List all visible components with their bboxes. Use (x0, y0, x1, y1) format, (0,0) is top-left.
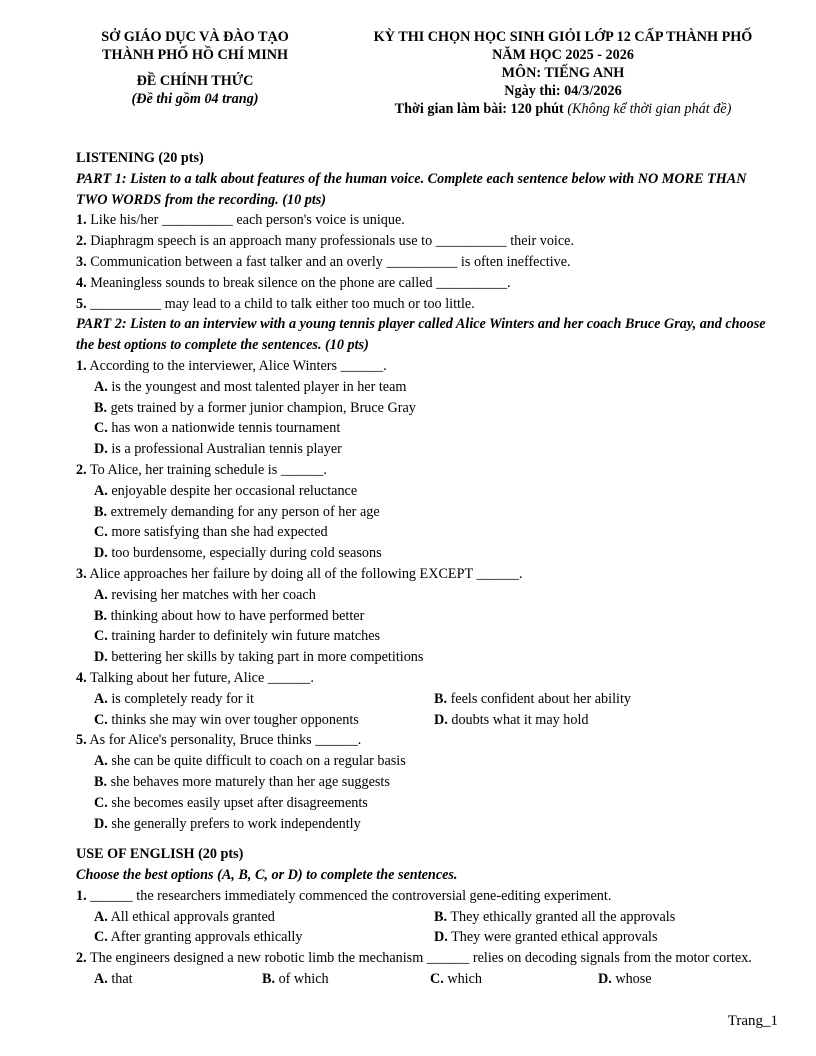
school-year: NĂM HỌC 2025 - 2026 (492, 47, 634, 63)
option-text: All ethical approvals granted (110, 908, 275, 925)
time-label: Thời gian làm bài: 120 phút (394, 101, 564, 117)
option-letter: D. (94, 815, 108, 832)
option-text: more satisfying than she had expected (111, 524, 328, 541)
option-text: she becomes easily upset after disagreements (111, 794, 368, 811)
answer-option (76, 793, 766, 814)
option-letter: A. (94, 971, 108, 988)
option-letter: B. (434, 690, 448, 707)
answer-option (76, 418, 766, 439)
option-row (76, 689, 766, 710)
option-text: After granting approvals ethically (110, 929, 303, 946)
question-number: 5. (76, 732, 87, 749)
option-text: whose (615, 971, 652, 988)
option-letter: D. (434, 929, 448, 946)
listening-title: LISTENING (20 pts) (76, 150, 204, 166)
answer-option (76, 647, 766, 668)
question-text: According to the interviewer, Alice Winters ______. (89, 357, 387, 374)
answer-option (76, 772, 766, 793)
header-left (60, 28, 330, 108)
option-text: which (447, 971, 483, 988)
answer-option (434, 907, 675, 928)
option-row (76, 927, 766, 948)
answer-option (76, 543, 766, 564)
question-text: Like his/her __________ each person's voice is unique. (90, 212, 405, 229)
option-letter: C. (94, 711, 108, 728)
time-limit (330, 100, 796, 118)
subject: MÔN: TIẾNG ANH (501, 65, 625, 81)
question-text: Meaningless sounds to break silence on the phone are called __________. (90, 274, 511, 291)
answer-option (76, 502, 766, 523)
exam-header (0, 28, 816, 128)
list-item (76, 252, 766, 273)
answer-option (76, 585, 766, 606)
option-letter: C. (94, 628, 108, 645)
option-letter: D. (94, 649, 108, 666)
answer-option (94, 907, 434, 928)
part2-instruction: PART 2: Listen to an interview with a young tennis player called Alice Winters and her coach Bruce Gray, and choose the best options to complete the sentences. (10 pts) (76, 316, 766, 354)
answer-option (76, 398, 766, 419)
answer-option (94, 689, 434, 710)
page-number: Trang_1 (727, 1013, 778, 1029)
option-text: enjoyable despite her occasional reluctance (111, 482, 358, 499)
option-letter: B. (94, 503, 108, 520)
option-letter: D. (94, 441, 108, 458)
option-text: They were granted ethical approvals (451, 929, 658, 946)
answer-option (94, 710, 434, 731)
question-text: Talking about her future, Alice ______. (89, 669, 314, 686)
answer-option (76, 377, 766, 398)
option-letter: A. (94, 378, 108, 395)
question-number: 3. (76, 565, 87, 582)
answer-option (434, 710, 588, 731)
question-text: ______ the researchers immediately commenced the controversial gene-editing experiment. (90, 887, 612, 904)
option-letter: D. (434, 711, 448, 728)
question-stem (76, 668, 766, 689)
part1-instruction: PART 1: Listen to a talk about features of the human voice. Complete each sentence below with NO MORE THAN TWO WORDS from the recording. (10 pts) (76, 170, 747, 208)
answer-option (598, 969, 766, 990)
answer-option (76, 626, 766, 647)
option-text: has won a nationwide tennis tournament (111, 420, 341, 437)
department-name: SỞ GIÁO DỤC VÀ ĐÀO TẠO (101, 29, 289, 45)
exam-content (76, 148, 766, 990)
option-text: training harder to definitely win future matches (111, 628, 381, 645)
option-row (76, 710, 766, 731)
question-stem (76, 730, 766, 751)
option-text: she behaves more maturely than her age suggests (110, 773, 390, 790)
option-text: doubts what it may hold (451, 711, 589, 728)
list-item (76, 210, 766, 231)
question-number: 2. (76, 233, 87, 250)
use-of-english-instruction: Choose the best options (A, B, C, or D) to complete the sentences. (76, 867, 458, 884)
exam-date: Ngày thi: 04/3/2026 (504, 83, 622, 99)
answer-option (434, 689, 631, 710)
question-text: The engineers designed a new robotic limb the mechanism ______ relies on decoding signals from the motor cortex. (89, 950, 752, 967)
option-text: gets trained by a former junior champion, Bruce Gray (110, 399, 416, 416)
option-text: They ethically granted all the approvals (450, 908, 676, 925)
option-text: revising her matches with her coach (111, 586, 316, 603)
answer-option (94, 927, 434, 948)
option-row (76, 969, 766, 990)
option-text: that (111, 971, 133, 988)
question-number: 4. (76, 669, 87, 686)
question-text: Communication between a fast talker and an overly __________ is often ineffective. (90, 253, 571, 270)
question-number: 3. (76, 253, 87, 270)
option-text: she can be quite difficult to coach on a regular basis (111, 753, 406, 770)
list-item (76, 231, 766, 252)
option-row (76, 907, 766, 928)
question-stem (76, 886, 766, 907)
option-text: is a professional Australian tennis player (111, 441, 342, 458)
option-letter: B. (434, 908, 448, 925)
question-number: 1. (76, 357, 87, 374)
option-letter: B. (262, 971, 276, 988)
option-letter: C. (94, 420, 108, 437)
option-letter: D. (598, 971, 612, 988)
answer-option (76, 751, 766, 772)
answer-option (76, 481, 766, 502)
question-number: 2. (76, 461, 87, 478)
option-text: thinking about how to have performed better (110, 607, 365, 624)
answer-option (76, 439, 766, 460)
question-text: __________ may lead to a child to talk either too much or too little. (90, 295, 475, 312)
header-right (330, 28, 796, 118)
question-stem (76, 460, 766, 481)
option-text: of which (278, 971, 329, 988)
option-text: too burdensome, especially during cold seasons (111, 545, 382, 562)
exam-title: KỲ THI CHỌN HỌC SINH GIỎI LỚP 12 CẤP THÀNH PHỐ (373, 29, 753, 45)
option-letter: C. (430, 971, 444, 988)
question-stem (76, 948, 766, 969)
answer-option (76, 606, 766, 627)
option-letter: B. (94, 773, 108, 790)
answer-option (76, 814, 766, 835)
question-stem (76, 564, 766, 585)
option-letter: B. (94, 399, 108, 416)
option-text: she generally prefers to work independently (111, 815, 361, 832)
option-letter: A. (94, 908, 108, 925)
question-text: Alice approaches her failure by doing all of the following EXCEPT ______. (89, 565, 523, 582)
option-text: extremely demanding for any person of her age (110, 503, 380, 520)
answer-option (262, 969, 430, 990)
option-letter: B. (94, 607, 108, 624)
option-text: is the youngest and most talented player in her team (111, 378, 407, 395)
question-stem (76, 356, 766, 377)
city-name: THÀNH PHỐ HỒ CHÍ MINH (101, 47, 289, 63)
option-text: thinks she may win over tougher opponents (111, 711, 359, 728)
option-text: bettering her skills by taking part in more competitions (111, 649, 424, 666)
option-text: is completely ready for it (111, 690, 254, 707)
option-letter: A. (94, 753, 108, 770)
answer-option (94, 969, 262, 990)
option-letter: C. (94, 794, 108, 811)
answer-option (430, 969, 598, 990)
option-letter: A. (94, 586, 108, 603)
list-item (76, 273, 766, 294)
question-text: As for Alice's personality, Bruce thinks ______. (89, 732, 362, 749)
option-letter: A. (94, 690, 108, 707)
option-letter: A. (94, 482, 108, 499)
option-text: feels confident about her ability (450, 690, 631, 707)
option-letter: D. (94, 545, 108, 562)
question-text: Diaphragm speech is an approach many professionals use to __________ their voice. (90, 233, 575, 250)
question-number: 5. (76, 295, 87, 312)
list-item (76, 294, 766, 315)
question-number: 2. (76, 950, 87, 967)
answer-option (434, 927, 658, 948)
pages-note: (Đề thi gồm 04 trang) (131, 91, 259, 107)
option-letter: C. (94, 524, 108, 541)
question-number: 1. (76, 212, 87, 229)
question-number: 1. (76, 887, 87, 904)
official-label: ĐỀ CHÍNH THỨC (136, 73, 254, 89)
question-number: 4. (76, 274, 87, 291)
question-text: To Alice, her training schedule is ______. (89, 461, 327, 478)
option-letter: C. (94, 929, 108, 946)
answer-option (76, 522, 766, 543)
time-note: (Không kể thời gian phát đề) (567, 101, 732, 117)
use-of-english-title: USE OF ENGLISH (20 pts) (76, 846, 244, 863)
